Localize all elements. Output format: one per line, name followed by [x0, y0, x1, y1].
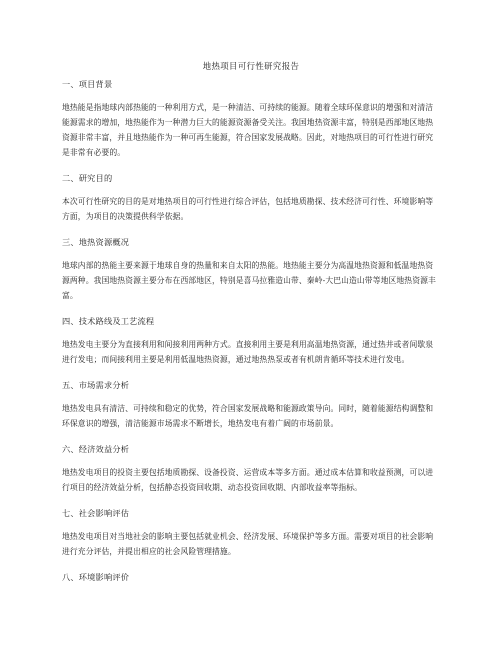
section-paragraph: 地球内部的热能主要来源于地球自身的热量和来自太阳的热能。地热能主要分为高温地热资源和低温地热资源两种。我国地热资源主要分布在西部地区，特别是喜马拉雅造山带、秦岭-大巴山造山带等地区地热资源丰富。 — [62, 261, 436, 300]
section-heading: 七、社会影响评估 — [62, 508, 130, 518]
section-heading: 五、市场需求分析 — [62, 380, 130, 390]
section-heading: 二、研究目的 — [62, 173, 113, 183]
section-heading: 六、经济效益分析 — [62, 444, 130, 454]
section-social-impact — [62, 507, 436, 559]
section-paragraph: 地热发电具有清洁、可持续和稳定的优势，符合国家发展战略和能源政策导向。同时，随着能源结构调整和环保意识的增强，清洁能源市场需求不断增长，地热发电有着广阔的市场前景。 — [62, 404, 434, 428]
section-technical-route — [62, 315, 436, 367]
section-paragraph: 地热发电主要分为直接利用和间接利用两种方式。直接利用主要是利用高温地热资源，通过热井或者间歇泉进行发电；而间接利用主要是利用低温地热资源，通过地热热泵或者有机朗肯循环等技术进行发电。 — [62, 340, 434, 364]
section-paragraph: 本次可行性研究的目的是对地热项目的可行性进行综合评估，包括地质勘探、技术经济可行性、环境影响等方面，为项目的决策提供科学依据。 — [62, 197, 434, 221]
section-paragraph: 地热发电项目对当地社会的影响主要包括就业机会、经济发展、环境保护等多方面。需要对项目的社会影响进行充分评估，并提出相应的社会风险管理措施。 — [62, 532, 434, 556]
section-resource-overview — [62, 236, 436, 303]
section-paragraph: 地热发电项目的投资主要包括地质勘探、设备投资、运营成本等多方面。通过成本估算和收益预测，可以进行项目的经济效益分析，包括静态投资回收期、动态投资回收期、内部收益率等指标。 — [62, 468, 434, 492]
section-heading: 八、环境影响评价 — [62, 572, 130, 582]
section-environmental-impact — [62, 571, 436, 583]
section-market-analysis — [62, 379, 436, 431]
section-heading: 四、技术路线及工艺流程 — [62, 316, 155, 326]
section-economic-analysis — [62, 443, 436, 495]
section-purpose — [62, 172, 436, 224]
section-heading: 一、项目背景 — [62, 79, 113, 89]
section-background — [62, 78, 436, 160]
document-content — [62, 78, 436, 593]
section-paragraph: 地热能是指地球内部热能的一种利用方式，是一种清洁、可持续的能源。随着全球环保意识的增强和对清洁能源需求的增加，地热能作为一种潜力巨大的能源资源备受关注。我国地热资源丰富，特别是西部地区地热资源非常丰富，并且地热能作为一种可再生能源，符合国家发展战略。因此，对地热项目的可行性进行研究是非常有必要的。 — [62, 103, 434, 157]
document-title: 地热项目可行性研究报告 — [202, 61, 300, 71]
section-heading: 三、地热资源概况 — [62, 237, 130, 247]
